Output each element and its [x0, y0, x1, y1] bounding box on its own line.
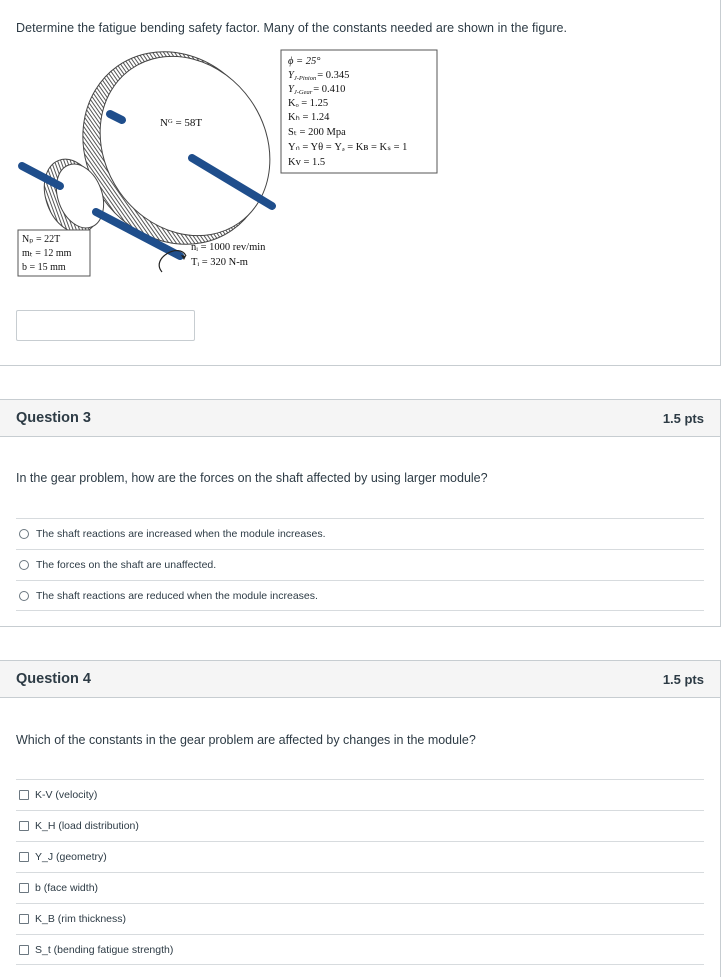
question-3-card — [0, 399, 721, 627]
question-2-card — [0, 0, 721, 366]
answer-option[interactable] — [16, 549, 704, 580]
answer-option[interactable] — [16, 872, 704, 903]
svg-text:YJ-Pinion= 0.345: YJ-Pinion= 0.345 — [288, 70, 350, 82]
question-4-text: Which of the constants in the gear problem are affected by changes in the module? — [16, 733, 476, 747]
option-label: The shaft reactions are increased when the module increases. — [36, 528, 326, 540]
answer-option[interactable] — [16, 518, 704, 549]
radio-button[interactable] — [19, 591, 29, 601]
option-label: S_t (bending fatigue strength) — [35, 943, 174, 956]
question-4-title: Question 4 — [16, 671, 91, 687]
svg-text:b = 15 mm: b = 15 mm — [22, 262, 66, 273]
answer-input[interactable] — [16, 310, 195, 341]
svg-text:Kₕ = 1.24: Kₕ = 1.24 — [288, 112, 330, 123]
constants-box — [281, 50, 437, 173]
answer-option[interactable] — [16, 779, 704, 810]
checkbox[interactable] — [19, 914, 29, 924]
svg-text:mₜ = 12 mm: mₜ = 12 mm — [22, 248, 72, 259]
svg-text:Nₚ = 22T: Nₚ = 22T — [22, 234, 61, 245]
checkbox[interactable] — [19, 790, 29, 800]
question-3-text: In the gear problem, how are the forces on the shaft affected by using larger module? — [16, 471, 488, 485]
question-3-points: 1.5 pts — [662, 410, 704, 426]
svg-text:Kv = 1.5: Kv = 1.5 — [288, 157, 326, 168]
option-label: b (face width) — [35, 882, 99, 894]
answer-option[interactable] — [16, 903, 704, 934]
question-3-options — [16, 518, 704, 611]
option-label: K_H (load distribution) — [35, 820, 139, 832]
checkbox[interactable] — [19, 852, 29, 862]
svg-text:Sₜ = 200 Mpa: Sₜ = 200 Mpa — [288, 127, 346, 138]
radio-button[interactable] — [19, 529, 29, 539]
input-torque-label: Tᵢ = 320 N-m — [191, 257, 248, 268]
answer-option[interactable] — [16, 934, 704, 965]
option-label: Y_J (geometry) — [35, 851, 107, 863]
option-label: The forces on the shaft are unaffected. — [36, 559, 217, 571]
question-3-title: Question 3 — [16, 410, 91, 426]
option-label: K_B (rim thickness) — [35, 913, 127, 925]
svg-text:ϕ = 25°: ϕ = 25° — [288, 56, 321, 67]
checkbox[interactable] — [19, 945, 29, 955]
pinion-data-box — [18, 230, 90, 276]
gear-teeth-label: Nᴳ = 58T — [160, 117, 203, 129]
answer-option[interactable] — [16, 810, 704, 841]
svg-text:Yₙ = Yθ = Yₔ = Kʙ = Kₛ = 1: Yₙ = Yθ = Yₔ = Kʙ = Kₛ = 1 — [288, 142, 408, 153]
answer-option[interactable] — [16, 841, 704, 872]
question-4-card — [0, 660, 721, 977]
answer-option[interactable] — [16, 580, 704, 611]
checkbox[interactable] — [19, 883, 29, 893]
question-3-header — [0, 400, 720, 437]
question-4-options — [16, 779, 704, 965]
question-4-header — [0, 661, 720, 698]
question-2-prompt: Determine the fatigue bending safety factor. Many of the constants needed are shown in the figure. — [16, 21, 568, 35]
checkbox[interactable] — [19, 821, 29, 831]
option-label: K-V (velocity) — [35, 789, 98, 801]
option-label: The shaft reactions are reduced when the module increases. — [36, 589, 318, 602]
radio-button[interactable] — [19, 560, 29, 570]
gear-diagram — [10, 46, 440, 286]
svg-text:YJ-Gear= 0.410: YJ-Gear= 0.410 — [288, 84, 346, 96]
input-speed-label: nᵢ = 1000 rev/min — [191, 242, 266, 253]
svg-text:Kₒ = 1.25: Kₒ = 1.25 — [288, 98, 329, 109]
question-4-points: 1.5 pts — [662, 671, 704, 687]
